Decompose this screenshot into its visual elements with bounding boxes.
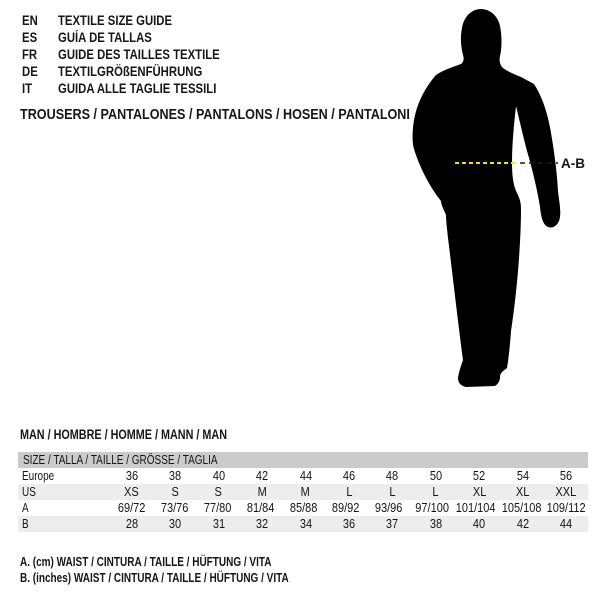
section-title-man: MAN / HOMBRE / HOMME / MANN / MAN (20, 427, 227, 442)
cell: 34 (299, 517, 312, 531)
measurement-footnotes (20, 554, 356, 586)
lang-label: TEXTILGRÖßENFÜHRUNG (58, 64, 203, 79)
cell: 36 (342, 517, 356, 531)
lang-code: IT (22, 81, 33, 96)
cell: 50 (429, 469, 443, 483)
table-row-europe (18, 468, 588, 484)
cell: L (389, 485, 396, 499)
language-title-block (22, 12, 251, 97)
lang-row-it (22, 80, 251, 97)
lang-row-en (22, 12, 251, 29)
cell: 31 (212, 517, 225, 531)
lang-label: GUIDE DES TAILLES TEXTILE (58, 47, 220, 62)
cell: 105/108 (501, 501, 542, 515)
cell: S (171, 485, 179, 499)
waist-measure-label: A-B (561, 156, 585, 171)
cell: 97/100 (415, 501, 449, 515)
cell: 40 (212, 469, 225, 483)
cell: 77/80 (203, 501, 232, 515)
row-label: Europe (22, 469, 55, 483)
cell: L (345, 485, 353, 499)
cell: 93/96 (375, 501, 403, 515)
cell: 109/112 (546, 501, 586, 515)
cell: 38 (429, 517, 443, 531)
lang-row-de (22, 63, 251, 80)
cell: 36 (125, 469, 138, 483)
man-silhouette-svg (408, 5, 595, 395)
cell: XL (472, 485, 487, 499)
cell: 44 (560, 517, 573, 531)
lang-code: EN (22, 13, 38, 28)
cell: 89/92 (332, 501, 360, 515)
lang-code: ES (22, 30, 38, 45)
man-silhouette-shape (413, 9, 561, 387)
cell: 37 (386, 517, 399, 531)
cell: 46 (342, 469, 356, 483)
row-label: US (22, 485, 36, 499)
row-label: B (22, 517, 29, 531)
cell: 42 (255, 469, 269, 483)
table-row-us (18, 484, 588, 500)
cell: 28 (125, 517, 138, 531)
cell: 40 (473, 517, 486, 531)
cell: 85/88 (289, 501, 317, 515)
lang-label: GUIDA ALLE TAGLIE TESSILI (58, 81, 217, 96)
cell: 69/72 (117, 501, 146, 515)
row-label: A (22, 501, 29, 515)
cell: 48 (386, 469, 399, 483)
cell: 38 (169, 469, 182, 483)
cell: 52 (473, 469, 486, 483)
lang-code: DE (22, 64, 38, 79)
cell: M (257, 485, 267, 499)
size-table-header: SIZE / TALLA / TAILLE / GRÖSSE / TAGLIA (18, 452, 588, 468)
garment-type-title: TROUSERS / PANTALONES / PANTALONS / HOSEN / PANTALONI (20, 106, 410, 123)
cell: 73/76 (160, 501, 189, 515)
cell: 42 (516, 517, 529, 531)
table-row-a-cm (18, 500, 588, 516)
table-row-b-inches (18, 516, 588, 532)
cell: 44 (299, 469, 312, 483)
cell: 101/104 (456, 501, 496, 515)
lang-row-es (22, 29, 251, 46)
cell: XL (516, 485, 530, 499)
cell: 56 (560, 469, 573, 483)
cell: M (300, 485, 311, 499)
lang-row-fr (22, 46, 251, 63)
footnote-a: A. (cm) WAIST / CINTURA / TAILLE / HÜFTUNG / VITA (20, 555, 272, 569)
size-table (18, 452, 588, 532)
footnote-b: B. (inches) WAIST / CINTURA / TAILLE / HÜFTUNG / VITA (20, 571, 289, 585)
cell: S (214, 485, 223, 499)
cell: L (432, 485, 439, 499)
lang-code: FR (22, 47, 38, 62)
cell: 81/84 (246, 501, 274, 515)
lang-label: GUÍA DE TALLAS (58, 30, 152, 45)
cell: XXL (555, 485, 577, 499)
cell: 54 (516, 469, 529, 483)
man-silhouette-figure (408, 5, 595, 395)
cell: 32 (255, 517, 269, 531)
cell: 30 (169, 517, 182, 531)
lang-label: TEXTILE SIZE GUIDE (58, 13, 173, 28)
cell: XS (124, 485, 140, 499)
